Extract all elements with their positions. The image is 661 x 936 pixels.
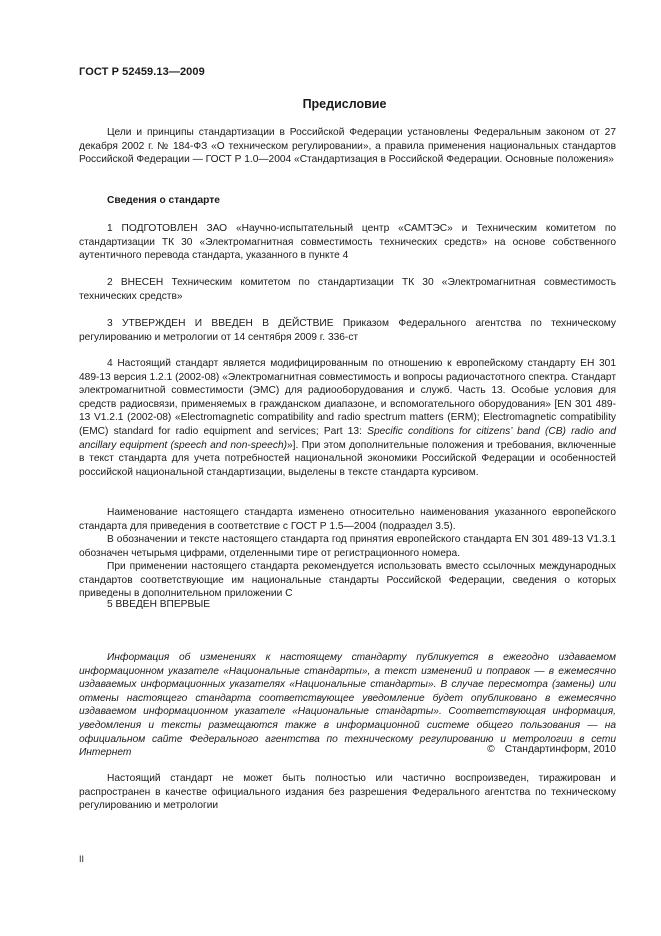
item-4-year-notation-paragraph: В обозначении и тексте настоящего стандарта год принятия европейского стандарта ЕN 301 489-13 V1.3.1 обозначен четырьмя цифрами, отделенными тире от регистрационного номера. <box>79 534 616 559</box>
item-4-paragraph <box>79 357 616 479</box>
page-number: II <box>79 854 85 864</box>
item-4-text-end: »]. При этом дополнительные положения и требования, включенные в текст стандарта для учета потребностей национальной экономики Российской Федерации и особенностей российской национальной стандартизации, выделены в тексте стандарта курсивом. <box>79 439 617 478</box>
intro-paragraph: Цели и принципы стандартизации в Российской Федерации установлены Федеральным законом от 27 декабря 2002 г. № 184-ФЗ «О техническом регулировании», а правила применения национальных стандартов Российской Федерации — ГОСТ Р 1.0—2004 «Стандартизация в Российской Федерации. Основные положения» <box>79 127 616 166</box>
item-4-italic-text: Specific conditions for citizens’ band (CB) radio and ancillary equipment (speech and non-speech) <box>79 425 617 451</box>
copyright-symbol: © <box>487 744 495 755</box>
item-4-name-change-paragraph: Наименование настоящего стандарта изменено относительно наименования указанного европейского стандарта для приведения в соответствие с ГОСТ Р 1.5—2004 (подраздел 3.5). <box>79 507 616 532</box>
section-heading: Сведения о стандарте <box>107 195 220 206</box>
item-1-paragraph: 1 ПОДГОТОВЛЕН ЗАО «Научно-испытательный центр «САМТЭС» и Техническим комитетом по стандартизации ТК 30 «Электромагнитная совместимость технических средств» на основе собственного аутентичного перевода стандарта, указанного в пункте 4 <box>79 223 616 262</box>
reproduction-notice: Настоящий стандарт не может быть полностью или частично воспроизведен, тиражирован и распространен в качестве официального издания без разрешения Федерального агентства по техническому регулированию и метрологии <box>79 773 616 812</box>
document-id-header: ГОСТ Р 52459.13—2009 <box>79 66 205 78</box>
item-2-paragraph: 2 ВНЕСЕН Техническим комитетом по стандартизации ТК 30 «Электромагнитная совместимость технических средств» <box>79 277 616 302</box>
item-5-paragraph: 5 ВВЕДЕН ВПЕРВЫЕ <box>107 599 211 610</box>
page-title: Предисловие <box>302 97 387 111</box>
item-4-text-start: 4 Настоящий стандарт является модифицированным по отношению к европейскому стандарту ЕН 301 489-13 версия 1.2.1 (2002-08) «Электромагнитная совместимость и вопросы радиочастотного спектра. Стандарт электромагнитной совместимости (ЭМС) для радиооборудования и служб. Часть 13. Особые условия для средств радиосвязи, применяемых в гражданском диапазоне, и вспомогательного оборудования» [EN 301 489-13 V1.2.1 (2002-08) «Electromagnetic compatibility and radio spectrum matters (ERM); Electromagnetic compatibility (EMC) standard for radio equipment and services; Part 13: <box>79 358 616 437</box>
item-4-references-paragraph: При применении настоящего стандарта рекомендуется использовать вместо ссылочных международных стандартов соответствующие им национальные стандарты Российской Федерации, сведения о которых приведены в дополнительном приложении С <box>79 561 616 600</box>
amendments-notice: Информация об изменениях к настоящему стандарту публикуется в ежегодно издаваемом информационном указателе «Национальные стандарты», а текст изменений и поправок — в ежемесячно издаваемых информационных указателях «Национальные стандарты». В случае пересмотра (замены) или отмены настоящего стандарта соответствующее уведомление будет опубликовано в ежемесячно издаваемом информационном указателе «Национальные стандарты». Соответствующая информация, уведомления и тексты размещаются также в информационной системе общего пользования — на официальном сайте Федерального агентства по техническому регулированию и метрологии в сети Интернет <box>79 652 616 759</box>
copyright-text: Стандартинформ, 2010 <box>504 744 616 755</box>
copyright-line <box>487 744 616 755</box>
item-3-paragraph: 3 УТВЕРЖДЕН И ВВЕДЕН В ДЕЙСТВИЕ Приказом Федерального агентства по техническому регулированию и метрологии от 14 сентября 2009 г. 336-ст <box>79 318 616 343</box>
